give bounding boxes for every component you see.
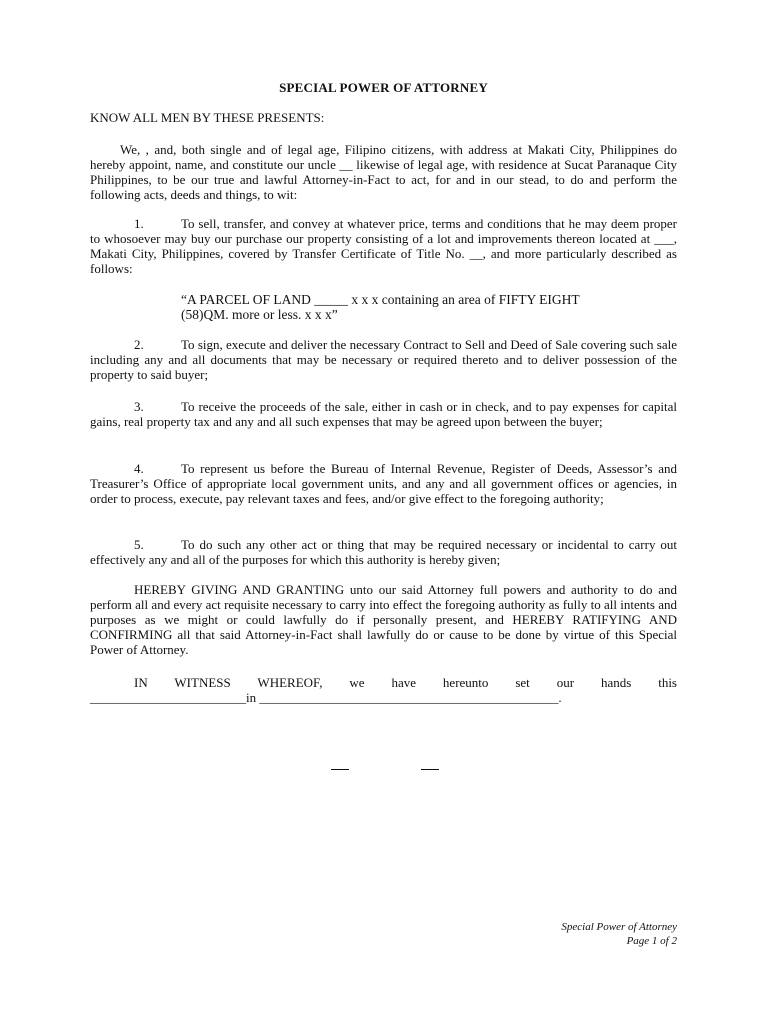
opening-paragraph-text: We, , and, both single and of legal age, Filipino citizens, with address at Makati City, Philippines do hereby appoint, name, and constitute our uncle __ likewise of legal age, with residence at Sucat Paranaque City Philippines, to be our true and lawful Attorney-in-Fact to act, for and in our stead, to do and perform the following acts, deeds and things, to wit: xyxy=(90,142,677,202)
item-text: To do such any other act or thing that may be required necessary or incidental to carry out effectively any and all of the purposes for which this authority is hereby given; xyxy=(90,537,677,567)
signature-line xyxy=(331,769,349,770)
signature-line xyxy=(421,769,439,770)
intro-line: KNOW ALL MEN BY THESE PRESENTS: xyxy=(90,110,325,125)
item-number: 3. xyxy=(134,399,144,414)
item-number: 1. xyxy=(134,216,144,231)
item-text: To sign, execute and deliver the necessary Contract to Sell and Deed of Sale covering such sale including any and all documents that may be necessary or required thereto and to deliver possession of the property to said buyer; xyxy=(90,337,677,382)
item-1 xyxy=(90,216,677,276)
footer-page-number: Page 1 of 2 xyxy=(626,935,677,947)
item-number: 2. xyxy=(134,337,144,352)
item-3 xyxy=(90,399,677,429)
item-text: To receive the proceeds of the sale, either in cash or in check, and to pay expenses for capital gains, real property tax and any and all such expenses that may be agreed upon between the buyer; xyxy=(90,399,677,429)
item-text: To sell, transfer, and convey at whatever price, terms and conditions that he may deem proper to whosoever may buy our purchase our property consisting of a lot and improvements thereon located at ___, Makati City, Philippines, covered by Transfer Certificate of Title No. __, and more particularly described as follows: xyxy=(90,216,677,276)
parcel-description-line: (58)QM. more or less. x x x” xyxy=(181,307,338,322)
witness-date-place-line: ________________________in ______________________________________________. xyxy=(90,690,562,705)
item-4 xyxy=(90,461,677,506)
witness-clause xyxy=(90,675,677,705)
item-5 xyxy=(90,537,677,567)
page-footer xyxy=(561,920,677,948)
granting-paragraph-text: HEREBY GIVING AND GRANTING unto our said Attorney full powers and authority to do and perform all and every act requisite necessary to carry into effect the foregoing authority as fully to all intents and purposes as we might or could lawfully do if personally present, and HEREBY RATIFYING AND CONFIRMING all that said Attorney-in-Fact shall lawfully do or cause to be done by virtue of this Special Power of Attorney. xyxy=(90,582,677,657)
witness-line: IN WITNESS WHEREOF, we have hereunto set our hands this xyxy=(134,675,677,690)
item-text: To represent us before the Bureau of Internal Revenue, Register of Deeds, Assessor’s and Treasurer’s Office of appropriate local government units, and any and all government offices or agencies, in order to process, execute, pay relevant taxes and fees, and/or give effect to the foregoing authority; xyxy=(90,461,677,506)
opening-paragraph xyxy=(90,142,677,202)
footer-document-name: Special Power of Attorney xyxy=(561,921,677,933)
parcel-description-line: “A PARCEL OF LAND _____ x x x containing an area of FIFTY EIGHT xyxy=(181,292,580,307)
document-title: SPECIAL POWER OF ATTORNEY xyxy=(279,80,488,95)
parcel-description xyxy=(181,292,641,322)
granting-paragraph xyxy=(90,582,677,657)
item-number: 4. xyxy=(134,461,144,476)
item-2 xyxy=(90,337,677,382)
item-number: 5. xyxy=(134,537,144,552)
